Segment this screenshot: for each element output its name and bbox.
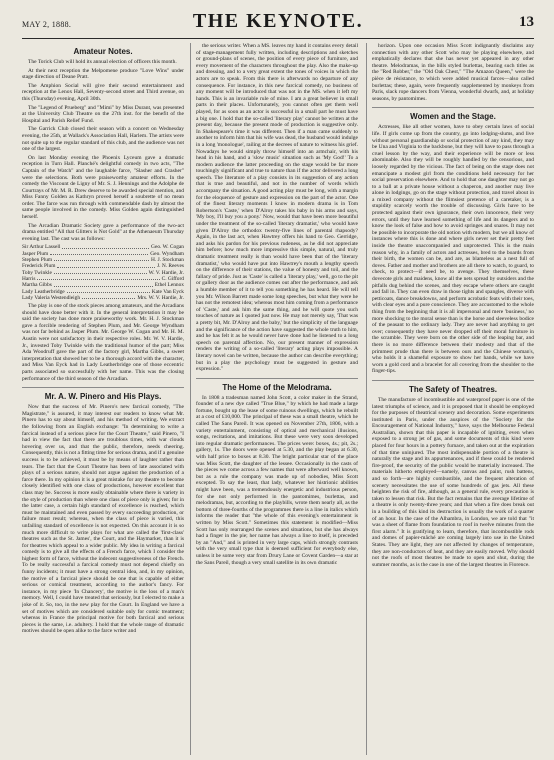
section-heading: Mr. A. W. Pinero and His Plays. xyxy=(44,392,162,402)
column-1 xyxy=(22,43,184,755)
header-rule xyxy=(22,38,534,39)
cast-actor: J. N. Reeves xyxy=(157,263,184,270)
cast-role: Stephen Plum xyxy=(22,257,53,264)
cast-row xyxy=(22,295,184,301)
cast-role: Jasper Plum xyxy=(22,250,49,257)
cast-actor: Ethel Lennox xyxy=(154,282,184,289)
page-header xyxy=(22,8,534,34)
cast-role: Frederick Plum xyxy=(22,263,56,270)
cast-actor: Kate Van Eyck xyxy=(151,288,184,295)
section-rule xyxy=(372,380,534,381)
cast-list xyxy=(22,244,184,301)
masthead-title: THE KEYNOTE. xyxy=(192,10,364,32)
cast-actor: H. J. Stockman xyxy=(151,257,184,264)
leader-dots xyxy=(62,244,149,248)
section-heading: The Home of the Melodrama. xyxy=(222,382,332,392)
paragraph: The manufacture of incombustible and waterproof paper is one of the latest triumphs of science, and it is proposed that it should be employed for the purposes of theatrical scenery and decoration. Some experiments instituted in Paris, under the auspices of the "Society for the Encouragement of National Industry," have, says the Melbourne Federal Australian, shown that this paper is incapable of igniting, even when exposed to a strong jet of gas, and some documents of this kind were placed for four hours in a pottery furnace, and taken out at the expiration of that time uninjured. The most indispensable portion of a theatre is naturally the stage and its appurtenances, and if these could be rendered fire-proof, the security of the public would be materially increased. The materials hitherto employed—namely, canvas and paint, rush battens, and so forth—are highly combustible, and the frequent alteration of scenery necessitates the use of some hundreds of gas jets. All these heighten the risk of fire, although, as a general rule, every precaution is taken to lessen that risk. But the fact remains that the average lifetime of a theatre is only twenty-three years; and that when a fire does break out in a building of this kind its destruction is usually the work of a quarter of an hour. In the case of the Alhambra, in London, we are told that "it was a sheet of flame from foundation to roof in twelve minutes from the first alarm." It is gratifying to learn, therefore, that incombustible rods and domes of papier-mâché are coming largely into use in the United States. They are light, they are not affected by changes of temperature, they are non-conductors of heat, and they are easily moved. Why should not the roofs of most theatres be made to open and shut, during the summer months, as is the case in one of the largest theatres in Florence. xyxy=(372,396,534,568)
leader-dots xyxy=(57,263,155,267)
column-divider xyxy=(366,43,367,755)
paragraph: Actresses, like all other women, have to obey certain laws of social life. If girls come up from the country, go into lodging-slums, and live without personal guardianship or social protection of any kind, they may be Una and Virginia to the backbone, but they will have to pass through a cruel lesson by the way, and their experience will be more or less abominable. Also they will be roughly handled by the censorious, and loosely regarded by the vicious. The fact of being on the stage does not emancipate a modest girl from the conditions held necessary for her social preservation elsewhere. And to hold that one daughter may not go to a ball at a private house without a chaperon, and another may live alone in lodgings, go on the stage without protection, and travel about in a mixed company without the flimsiest pretence of a caretaker, is a stupidity scarcely worth the trouble of discussing. Girls have to be protected against their own ignorance, their own innocence, their very errors, until they have learned something of life and its dangers and to know the look of false and how to avoid springes and snares. It may not be possible to incorporate the old notion with modern, but we all know of instances where this is done and where girls never set their pretty feet inside the theatre unaccompanied and unprotected. This is the main reason why, in a family of actors and actresses, bred to the boards from their birth, the women can be, and are, as blameless as a nest full of doves. Father and mother and brothers are all there to watch, to guard, to check, to protect—if need be, to avenge. They themselves, these dovecote girls and maidens, know all the nets spread by outsiders and the pitfalls dug behind the scenes, and they escape where others are caught and fall in. They can even draw in those tights and spangles, diverse with petticoats, dance breakdowns, and perform acrobatic feats with their toes, with clear eyes and a pure conscience. They are accustomed to the whole thing from the beginning that it is all impersonal and mere 'business,' no more shocking to the moral sense than is the horse and sleeveless bodice of the peasant to the ordinary lady. They are never had anything to get over; consequently they have never dropped off their moral furniture in the scramble. They were born on the other side of the leaping bar, and there is no more difference between their modesty and that of the primmest prude than there is between ours and the Chinese woman's, who holds it a shameful exposure to show her hands, while we have worn a gold cord and a bracelet for all covering from the shoulder to the finger-tips. xyxy=(372,124,534,375)
section-heading: Amateur Notes. xyxy=(73,47,133,56)
cast-actor: Mrs. W. V. Hardie, Jr. xyxy=(137,294,184,301)
section-rule xyxy=(22,387,184,388)
cast-role: Harris xyxy=(22,275,36,282)
section-rule xyxy=(196,378,358,379)
paragraph: Now that the success of Mr. Pinero's new farcical comedy, "The Magistrate," is assured, it may interest our readers to know what Mr. Pinero has to say about himself, and his method of writing. We extract the following from an English exchange: "In determining to write a farcical instead of a serious piece for the Court Theatre," said Pinero, "I had in view the fact that there are troublous times, with war clouds hovering over us, and that the public, therefore, needs cheering. Consequently, this is not a fitting time for serious drama, and if a genuine success is to be achieved, it must be by means of laughter rather than tears. The fact that the Court Theatre has been of late associated with plays of a serious nature, should not argue against the production of a farce there. In my opinion it is a great mistake for any theatre to become closely identified with one class of productions, however excellent that class may be. Success is more easily obtainable where there is variety in the style of production than where one class of piece only is given; for in the latter case, a certain high standard of excellence is reached, which must be maintained and even passed by every succeeding production, or failure must result; whereas, when the class of piece is varied, this unfailing standard of excellence is not expected. On this account it is so much more difficult to write plays for what are called the 'first-class' theatres such as the St. James', the Court, and the Haymarket, than it is for theatres which appeal to a wider public. My idea in writing a farcical comedy is to give all the effects of a French farce, which I consider the highest form of farce, without the indecent suggestiveness of the French. To be really successful a farcical comedy must not depend chiefly on funny incidents; it must have a strong central idea, and, in my opinion, the motive of a farcical piece should be one that is capable of either serious or comical treatment, according to the author's fancy. For instance, in my piece 'In Chancery', the motive is the loss of a man's memory. Well, I could have treated that seriously, but I elected to make a joke of it. So, too, in the new play for the Court. In England we have a set of motives which are considered suitable only for comic treatment; whereas in France the principal motive for both farcical and serious pieces is the same, i.e. adultery. I hold that the whole range of dramatic motives should be open alike to the farce writer and xyxy=(22,404,184,635)
paragraph: At their next reception the Melpomene produce "Love Wins" under stage direction of Deane Pratt. xyxy=(22,67,184,81)
paragraph: In 1808 a tradesman named John Scott, a color maker in the Strand, founder of a new dye called "True Blue," by which he had made a large fortune, bought up the lease of some ruinous dwellings, which he rebuilt at a cost of £10,000. The principal of these was a small theatre, which he called The Sans Pareil. It was opened on November 27th, 1806, with a variety entertainment, consisting of optical and mechanical illusions, songs, recitations, and imitations. But these were very soon developed into regular dramatic performances. The prices were: boxes, 4s.; pit, 2s.; gallery, 1s. The doors were opened at 5.30, and the play began at 6.30, with half price to boxes at 8.30. The bright particular star of the place was Miss Scott, the daughter of the lessee. Occasionally in the casts of the pieces we come across a few names that were afterward well known, but as a rule the company was made up of nobodies, Miss Scott excepted. To say the least, that lady, whatever her histrionic abilities might have been, was a tremendously energetic and industrious person, for she not only performed in the pantomimes, burlettas, and melodramas, but, according to the playbills, wrote them nearly all, as the bottom of three-fourths of the programmes there is a line in italics which informs the reader that "the whole of this evening's entertainment is written by Miss Scott." Sometimes this statement is modified—Miss Scott has only rearranged the scenes and situations, but she has always had a finger in the pie; her name has always a line to itself, is preceded by an "And," and is printed in very large caps, which strongly contrasts with the very small type that is deemed sufficient for everybody else, unless it be some very star from Drury Lane or Covent Garden—a star at the Sans Pareil, though a very small satellite in its own dramatic xyxy=(196,394,358,566)
paragraph: The play is one of the stock pieces among amateurs, and the Arcadians should have done better with it. In the general interpretation it may be said the society has done more praiseworthy work. Mr. H. J. Stockman gave a forcible rendering of Stephen Plum, and Mr. George Wyndham was not far behind as Jasper Plum. Mr. George W. Cogan and Mr. H. M. Austin were not satisfactory in their respective roles. Mr. W. V. Hardie, Jr., invested Toby Twinkle with the traditional humor of the part; Miss Ada Woodruff gave the part of the factory girl, Martha Gibbs, a sweet interpretation that showed her to be a thorough accord with the character, and Miss Van Eyck had in Lady Leatherbridge one of those eccentric parts associated so successfully with her name. This was the closing performance of the third season of the Arcadian. xyxy=(22,303,184,382)
cast-role: Sir Arthur Lassell xyxy=(22,244,61,251)
cast-actor: Geo. Wyndham xyxy=(150,250,184,257)
cast-actor: C. Gifford xyxy=(161,275,184,282)
paragraph: the serious writer. When a MS. leaves my hand it contains every detail of stage-management fully written, including descriptions and sketches or ground-plans of scenes, the position of every piece of furniture, and every movement of the characters throughout the play. Also the make-up and dressing, and to a very great extent the tones of voices in which the actors are to speak. From this there is afterwards no departure of any consequence. For instance, in this new farcical comedy, no business of any moment will be introduced that was not in the MS. when it left my hands. This is an invariable rule of mine. I am a great believer in small parts in their places. Unfortunately, you cannot often get them well played, for as soon as an actor is successful in a small part he must have a big one. I hold that the so-called 'literary play' cannot be written at the present day, because the present mode of production is suggestive only. In Shakespeare's time it was different. Then if a man came suddenly to another to inform him that his wife was dead, the husband would indulge in a long 'monologue', railing at the decrees of nature to witness his grief. Nowadays he would simply throw himself into an armchair, with his head in his hand, and a 'slow music' situation such as 'My God!' To a modern audience the latter proceeding on the stage would be far more touchingly significant and true to nature than if the actor delivered a long speech. The literature of a play consists in its suggestion of any action that is true and beautiful, and not in the number of words which accompany the situation. A good acting play must be long, with a margin for the eloquence of gesture and expression on the part of the actor. One of the finest literary moments I know in modern drama is in Tom Robertson's 'Caste,' when D'Alroy takes his baby in his arms and says, 'My boy, I'll buy you a pony.' Now, would that have been more beautiful under the treatment of the so-called 'literary dramatist,' who would have given D'Alroy the orthodox twenty-five lines of parental rhapsody? Again, in the last act, when Hawtrey offers his hand to Geo. Gerridge, and asks his pardon for his previous rudeness, as he did not appreciate him before; how much more impressive this simple, natural, and truly dramatic treatment really is than would have been that of the 'literary dramatist,' who would have put into Hawtrey's mouth a lengthy speech on the difference of their stations, the value of honesty and toil, and the fallacy of pride. Just as 'Caste' is called a 'literary play,' well, go to the pit or gallery door as the audience comes out after the performance, and ask a humble member of it to tell you something he has heard. He will tell you Mr. Wilson Barrett made some long speeches, but what they were he has not the remotest idea; whereas most him coming from a performance of 'Caste,' and ask him the same thing, and he will quote you such touches of nature as I quoted just now. He may not merely say, 'That was a pretty bit, Mr. D'Alroy and the baby,' but the simplicity of the language and the significance of the action have suggested the whole truth to him, and he has felt it as he would never have done had he listened to a long speech on parental affection. No, our present manner of expression renders the writing of a so-called 'literary' acting plays impossible. A literary novel can be written, because the author can describe everything; but in a play the psychology must be suggested in gesture and expression." xyxy=(196,43,358,373)
cast-role: Lady Leatherbridge xyxy=(22,288,65,295)
leader-dots xyxy=(54,282,153,286)
paragraph: horizon. Upon one occasion Miss Scott indignantly disclaims any connection with any other Scott who may be playing elsewhere, and emphatically declares that she has never yet appeared in any other theatre. Melodramas, in the bills styled burlettas, bearing such titles as the "Red Robber," the "Old Oak Chest," "The Amazon Queen," were the pièce de résistance, to which were added musical farces—also called burlettas; these, again, were frequently supplemented by monkeys from Paris, slack rope dancers from Vienna, wonderful dwarfs, and, at holiday seasons, by pantomimes. xyxy=(372,43,534,102)
cast-role: Toby Twinkle xyxy=(22,269,52,276)
leader-dots xyxy=(54,270,147,274)
leader-dots xyxy=(82,295,135,299)
issue-date: MAY 2, 1888. xyxy=(22,20,72,29)
paragraph: The Garrick Club closed their season with a concert on Wednesday evening, the 25th, at Wallack's Association Hall, Harlem. The artists were not quite up to the regular standard of this club, and the audience was not one of the largest. xyxy=(22,126,184,153)
cast-role: Lady Valeria Westendleigh xyxy=(22,294,81,301)
leader-dots xyxy=(50,251,148,255)
page-number: 13 xyxy=(519,14,534,30)
paragraph: The Amphion Social will give their second entertainment and reception at the Lenox Hall, Seventy-second street and Third avenue, on this (Thursday) evening, April 30th. xyxy=(22,82,184,102)
column-2 xyxy=(196,43,358,755)
section-rule xyxy=(372,107,534,108)
cast-role: Martha Gibbs xyxy=(22,282,52,289)
column-3 xyxy=(372,43,534,755)
cast-actor: W. V. Hardie, Jr. xyxy=(148,269,184,276)
paragraph: The Arcadian Dramatic Society gave a performance of the two-act drama entitled "All that Glitters is Not Gold" at the Athenaeum Thursday evening last. The cast was as follows: xyxy=(22,222,184,242)
cast-actor: Geo. W. Cogan xyxy=(151,244,184,251)
leader-dots xyxy=(54,257,149,261)
section-heading: The Safety of Theatres. xyxy=(408,384,498,394)
leader-dots xyxy=(67,289,150,293)
section-heading: Women and the Stage. xyxy=(410,112,496,122)
paragraph: The Torick Club will hold its annual election of officers this month. xyxy=(28,59,177,65)
leader-dots xyxy=(37,276,159,280)
paragraph: On last Monday evening the Phoenix Lyceum gave a dramatic reception in Turn Hall. Planché's delightful comedy in two acts, "The Captain of the Watch" and the laughable farce, "Slasher and Crasher" were the selections. Both were praiseworthy amateur efforts. In the comedy the Viscount de Ligny of Mr. S. J. Hennings and the Adolphe de Courtrays of Mr. M. R. Drew deserve to be awarded special mention, and Miss Fanny Golden as Kathryn proved herself a soubrette of no mean order. The farce was run through with commendable dash by almost the same people involved in the comedy. Miss Golden again distinguished herself. xyxy=(22,154,184,221)
paragraph: The "Legend of Prueberg" and "Mimi" by Miss Durant, was presented at the University Club Theatre on the 27th inst. for the benefit of the Hospital and Parish Relief Fund. xyxy=(22,104,184,124)
column-divider xyxy=(190,43,191,755)
